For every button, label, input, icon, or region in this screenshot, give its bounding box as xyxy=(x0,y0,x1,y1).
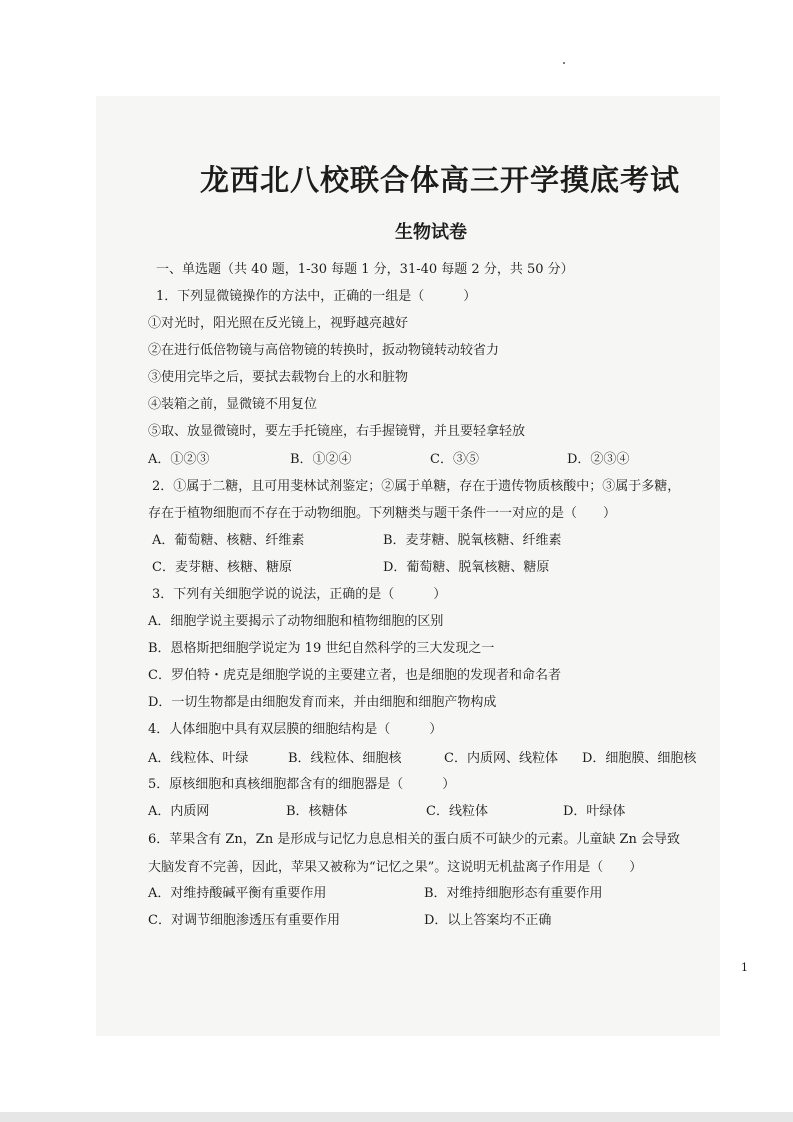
question-5-option-b: B．核糖体 xyxy=(286,804,348,819)
question-1-option-d: D．②③④ xyxy=(567,452,630,467)
question-2-option-c: C．麦芽糖、核糖、糖原 xyxy=(152,560,292,575)
question-4-option-c: C．内质网、线粒体 xyxy=(444,751,558,766)
question-3-option-c: C．罗伯特・虎克是细胞学说的主要建立者，也是细胞的发现者和命名者 xyxy=(148,668,561,683)
question-6-stem-line-1: 6．苹果含有 Zn，Zn 是形成与记忆力息息相关的蛋白质不可缺少的元素。儿童缺 Zn 会导致 xyxy=(148,832,681,847)
question-5-option-c: C．线粒体 xyxy=(426,804,488,819)
question-3-option-d: D．一切生物都是由细胞发育而来，并由细胞和细胞产物构成 xyxy=(148,695,497,710)
question-4-stem: 4．人体细胞中具有双层膜的细胞结构是（ ） xyxy=(148,722,443,737)
exam-title: 龙西北八校联合体高三开学摸底考试 xyxy=(200,163,681,197)
question-5-option-a: A．内质网 xyxy=(148,804,210,819)
bottom-edge xyxy=(0,1112,793,1122)
question-3-stem: 3．下列有关细胞学说的说法，正确的是（ ） xyxy=(152,587,447,602)
question-3-option-a: A．细胞学说主要揭示了动物细胞和植物细胞的区别 xyxy=(148,614,444,629)
question-2-stem-line-2: 存在于植物细胞而不存在于动物细胞。下列糖类与题干条件一一对应的是（ ） xyxy=(148,506,617,521)
question-5-option-d: D．叶绿体 xyxy=(563,804,626,819)
question-2-stem-line-1: 2．①属于二糖，且可用斐林试剂鉴定；②属于单糖，存在于遗传物质核酸中；③属于多糖， xyxy=(152,479,681,494)
question-6-option-c: C．对调节细胞渗透压有重要作用 xyxy=(148,913,340,928)
question-6-option-b: B．对维持细胞形态有重要作用 xyxy=(424,886,603,901)
question-1-statement-5: ⑤取、放显微镜时，要左手托镜座，右手握镜臂，并且要轻拿轻放 xyxy=(148,424,526,439)
question-1-statement-1: ①对光时，阳光照在反光镜上，视野越亮越好 xyxy=(148,316,409,331)
question-2-option-d: D．葡萄糖、脱氧核糖、糖原 xyxy=(383,560,550,575)
question-1-statement-4: ④装箱之前，显微镜不用复位 xyxy=(148,397,318,412)
question-2-option-a: A．葡萄糖、核糖、纤维素 xyxy=(152,533,305,548)
question-1-statement-2: ②在进行低倍物镜与高倍物镜的转换时，扳动物镜转动较省力 xyxy=(148,343,500,358)
question-3-option-b: B．恩格斯把细胞学说定为 19 世纪自然科学的三大发现之一 xyxy=(148,641,495,656)
section-header: 一、单选题（共 40 题，1-30 每题 1 分，31-40 每题 2 分，共 50 分） xyxy=(156,262,574,277)
question-4-option-b: B．线粒体、细胞核 xyxy=(288,751,402,766)
question-5-stem: 5．原核细胞和真核细胞都含有的细胞器是（ ） xyxy=(148,777,456,792)
question-1-statement-3: ③使用完毕之后，要拭去载物台上的水和脏物 xyxy=(148,370,409,385)
question-1-option-b: B．①②④ xyxy=(290,452,352,467)
exam-subtitle: 生物试卷 xyxy=(395,222,467,243)
question-6-option-d: D．以上答案均不正确 xyxy=(424,913,552,928)
question-1-stem: 1．下列显微镜操作的方法中，正确的一组是（ ） xyxy=(156,289,477,304)
question-1-option-a: A．①②③ xyxy=(148,452,210,467)
scan-speck xyxy=(563,62,565,64)
question-4-option-a: A．线粒体、叶绿 xyxy=(148,751,249,766)
question-1-option-c: C．③⑤ xyxy=(430,452,479,467)
question-4-option-d: D．细胞膜、细胞核 xyxy=(582,751,697,766)
page-number: 1 xyxy=(741,961,748,974)
question-2-option-b: B．麦芽糖、脱氧核糖、纤维素 xyxy=(383,533,562,548)
question-6-option-a: A．对维持酸碱平衡有重要作用 xyxy=(148,886,327,901)
question-6-stem-line-2: 大脑发育不完善，因此，苹果又被称为“记忆之果”。这说明无机盐离子作用是（ ） xyxy=(148,860,643,875)
